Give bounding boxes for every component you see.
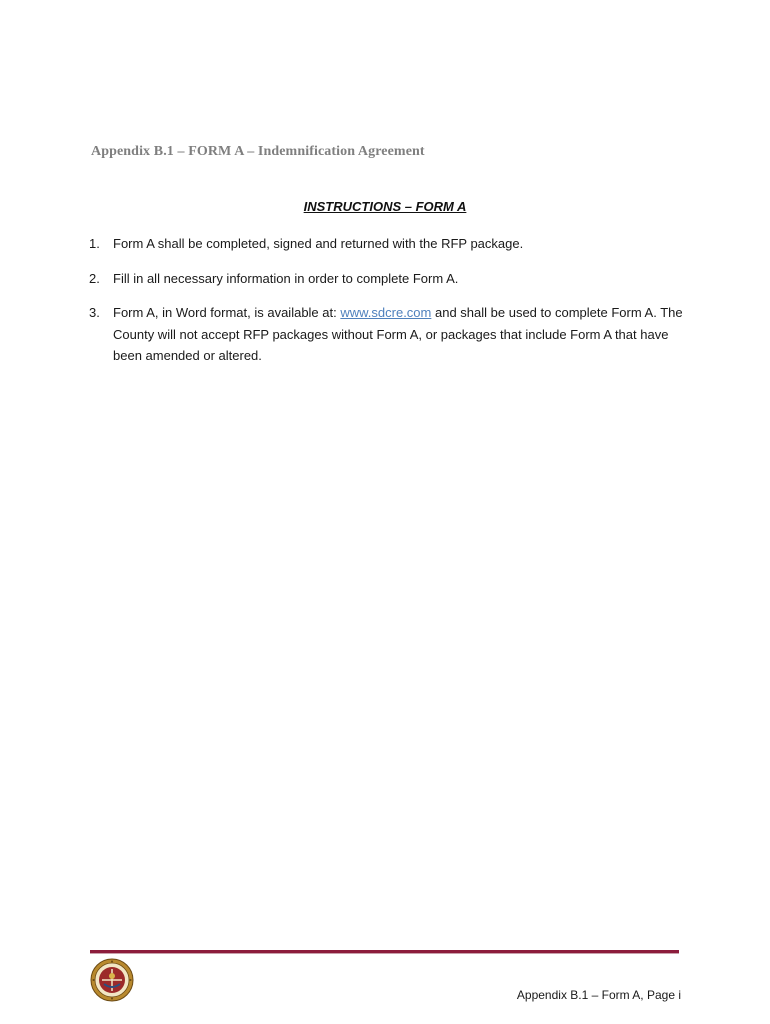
instruction-item (89, 302, 689, 367)
instructions-heading: INSTRUCTIONS – FORM A (303, 199, 467, 214)
instruction-number: 2. (89, 270, 100, 286)
instruction-text-after-link: and shall be used to complete Form A. The County will not accept RFP packages without Form A, or packages that include Form A that have been amended or altered. (113, 305, 683, 363)
instruction-text: Form A shall be completed, signed and returned with the RFP package. (113, 236, 524, 251)
instruction-item (89, 268, 689, 290)
instruction-item (89, 233, 689, 255)
footer-divider-shadow (90, 953, 679, 954)
footer-page-label: Appendix B.1 – Form A, Page i (516, 988, 681, 1002)
instruction-number: 1. (89, 236, 100, 251)
sdcre-website-link[interactable]: www.sdcre.com (340, 305, 432, 320)
document-title: Appendix B.1 – FORM A – Indemnification Agreement (91, 144, 425, 159)
instruction-text: Fill in all necessary information in order to complete Form A. (113, 270, 459, 286)
county-seal-icon (90, 958, 134, 1002)
instruction-number: 3. (89, 305, 100, 320)
instruction-text-before-link: Form A, in Word format, is available at: (113, 305, 341, 320)
instructions-list (89, 233, 689, 380)
